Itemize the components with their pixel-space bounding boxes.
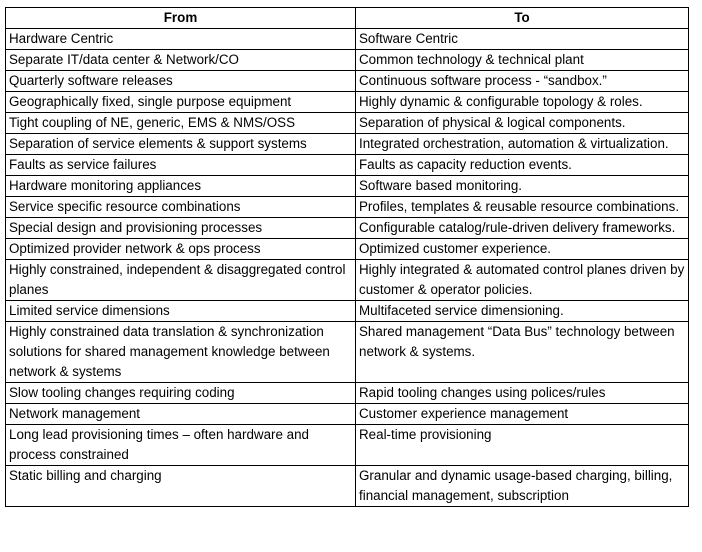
cell-to: Granular and dynamic usage-based charging, billing, financial management, subscription [356, 466, 689, 507]
cell-to: Common technology & technical plant [356, 50, 689, 71]
cell-to: Shared management “Data Bus” technology between network & systems. [356, 322, 689, 383]
cell-from: Optimized provider network & ops process [6, 239, 356, 260]
table-row [6, 383, 689, 404]
table-row [6, 466, 689, 507]
cell-to: Software based monitoring. [356, 176, 689, 197]
header-from: From [6, 8, 356, 29]
table-row [6, 71, 689, 92]
cell-to: Software Centric [356, 29, 689, 50]
cell-from: Highly constrained data translation & synchronization solutions for shared management knowledge between network & systems [6, 322, 356, 383]
cell-to: Configurable catalog/rule-driven delivery frameworks. [356, 218, 689, 239]
cell-to: Highly integrated & automated control planes driven by customer & operator policies. [356, 260, 689, 301]
cell-from: Long lead provisioning times – often hardware and process constrained [6, 425, 356, 466]
cell-from: Geographically fixed, single purpose equipment [6, 92, 356, 113]
cell-to: Separation of physical & logical components. [356, 113, 689, 134]
table-row [6, 92, 689, 113]
table-row [6, 197, 689, 218]
cell-from: Hardware monitoring appliances [6, 176, 356, 197]
header-to: To [356, 8, 689, 29]
cell-to: Rapid tooling changes using polices/rules [356, 383, 689, 404]
cell-from: Highly constrained, independent & disaggregated control planes [6, 260, 356, 301]
table-row [6, 176, 689, 197]
comparison-table [5, 7, 689, 507]
table-row [6, 404, 689, 425]
table-row [6, 50, 689, 71]
table-row [6, 218, 689, 239]
cell-to: Highly dynamic & configurable topology & roles. [356, 92, 689, 113]
table-row [6, 301, 689, 322]
cell-from: Slow tooling changes requiring coding [6, 383, 356, 404]
table-row [6, 260, 689, 301]
cell-from: Static billing and charging [6, 466, 356, 507]
table-row [6, 239, 689, 260]
cell-to: Multifaceted service dimensioning. [356, 301, 689, 322]
cell-from: Network management [6, 404, 356, 425]
cell-from: Quarterly software releases [6, 71, 356, 92]
cell-to: Customer experience management [356, 404, 689, 425]
table-row [6, 134, 689, 155]
cell-from: Separation of service elements & support systems [6, 134, 356, 155]
comparison-table-container [5, 7, 688, 507]
table-header-row [6, 8, 689, 29]
cell-from: Service specific resource combinations [6, 197, 356, 218]
cell-to: Integrated orchestration, automation & virtualization. [356, 134, 689, 155]
cell-from: Special design and provisioning processes [6, 218, 356, 239]
cell-to: Profiles, templates & reusable resource combinations. [356, 197, 689, 218]
cell-to: Faults as capacity reduction events. [356, 155, 689, 176]
table-row [6, 322, 689, 383]
cell-from: Separate IT/data center & Network/CO [6, 50, 356, 71]
cell-to: Real-time provisioning [356, 425, 689, 466]
cell-to: Optimized customer experience. [356, 239, 689, 260]
cell-from: Limited service dimensions [6, 301, 356, 322]
table-row [6, 113, 689, 134]
table-row [6, 425, 689, 466]
cell-from: Tight coupling of NE, generic, EMS & NMS/OSS [6, 113, 356, 134]
cell-from: Hardware Centric [6, 29, 356, 50]
cell-to: Continuous software process - “sandbox.” [356, 71, 689, 92]
cell-from: Faults as service failures [6, 155, 356, 176]
table-row [6, 29, 689, 50]
table-row [6, 155, 689, 176]
